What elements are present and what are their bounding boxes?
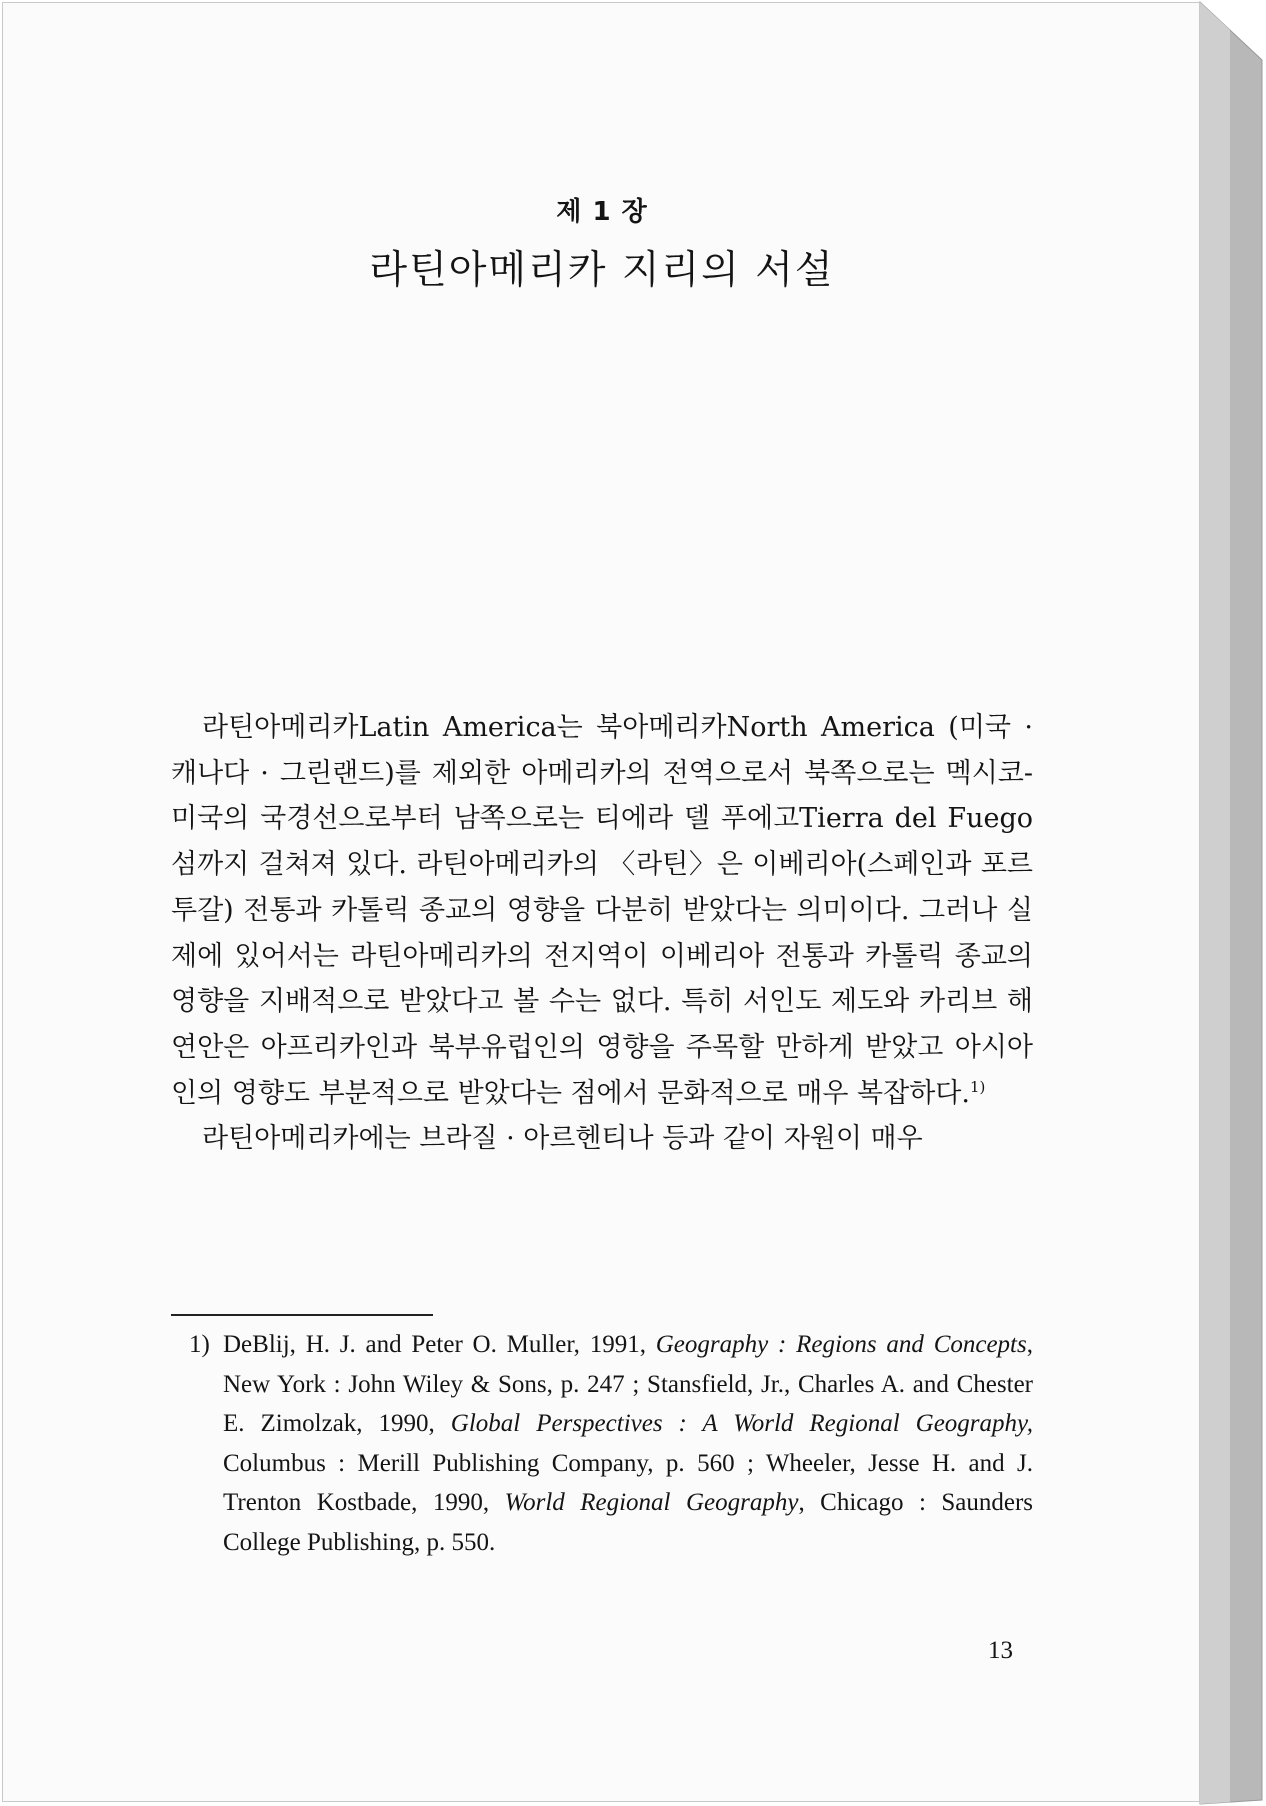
body-text (171, 705, 1033, 1162)
footnote-text (223, 1325, 1033, 1562)
paragraph-text: 라틴아메리카Latin America는 북아메리카North America (미국 · 캐나다 · 그린랜드)를 제외한 아메리카의 전역으로서 북쪽으로는 멕시코-미국의 국경선으로부터 남쪽으로는 티에라 델 푸에고Tierra del Fuego 섬까지 걸쳐져 있다. 라틴아메리카의 〈라틴〉은 이베리아(스페인과 포르투갈) 전통과 카톨릭 종교의 영향을 다분히 받았다는 의미이다. 그러나 실제에 있어서는 라틴아메리카의 전지역이 이베리아 전통과 카톨릭 종교의 영향을 지배적으로 받았다고 볼 수는 없다. 특히 서인도 제도와 카리브 해 연안은 아프리카인과 북부유럽인의 영향을 주목할 만하게 받았고 아시아인의 영향도 부분적으로 받았다는 점에서 문화적으로 매우 복잡하다. (171, 712, 1033, 1109)
chapter-label: 제 1 장 (556, 197, 648, 227)
footnote-book-title: Geography : Regions and Concepts (655, 1331, 1027, 1358)
chapter-title: 라틴아메리카 지리의 서설 (369, 248, 835, 293)
footnote-citation: , Chicago : Saunders College Publishing, p. 550. (223, 1489, 1033, 1556)
footnote (171, 1325, 1033, 1562)
body-paragraph: 라틴아메리카에는 브라질 · 아르헨티나 등과 같이 자원이 매우 (202, 1123, 923, 1155)
footnote-citation: , New York : John Wiley & Sons, p. 247 ; Stansfield, Jr., Charles A. and Chester E. Zimolzak, 1990, (223, 1331, 1033, 1437)
footnote-citation: DeBlij, H. J. and Peter O. Muller, 1991, (223, 1331, 656, 1358)
footnote-number: 1) (189, 1331, 210, 1358)
footnote-citation: Columbus : Merill Publishing Company, p. 560 ; Wheeler, Jesse H. and J. Trenton Kostbade, 1990, (223, 1449, 1033, 1516)
footnote-book-title: World Regional Geography (504, 1489, 799, 1516)
footnote-book-title: Global Perspectives : A World Regional Geography, (450, 1410, 1034, 1437)
book-page (2, 2, 1200, 1802)
footnote-reference: 1) (969, 1077, 986, 1096)
footnote-divider (171, 1314, 433, 1316)
body-paragraph (171, 705, 1033, 1116)
page-number: 13 (988, 1637, 1013, 1664)
